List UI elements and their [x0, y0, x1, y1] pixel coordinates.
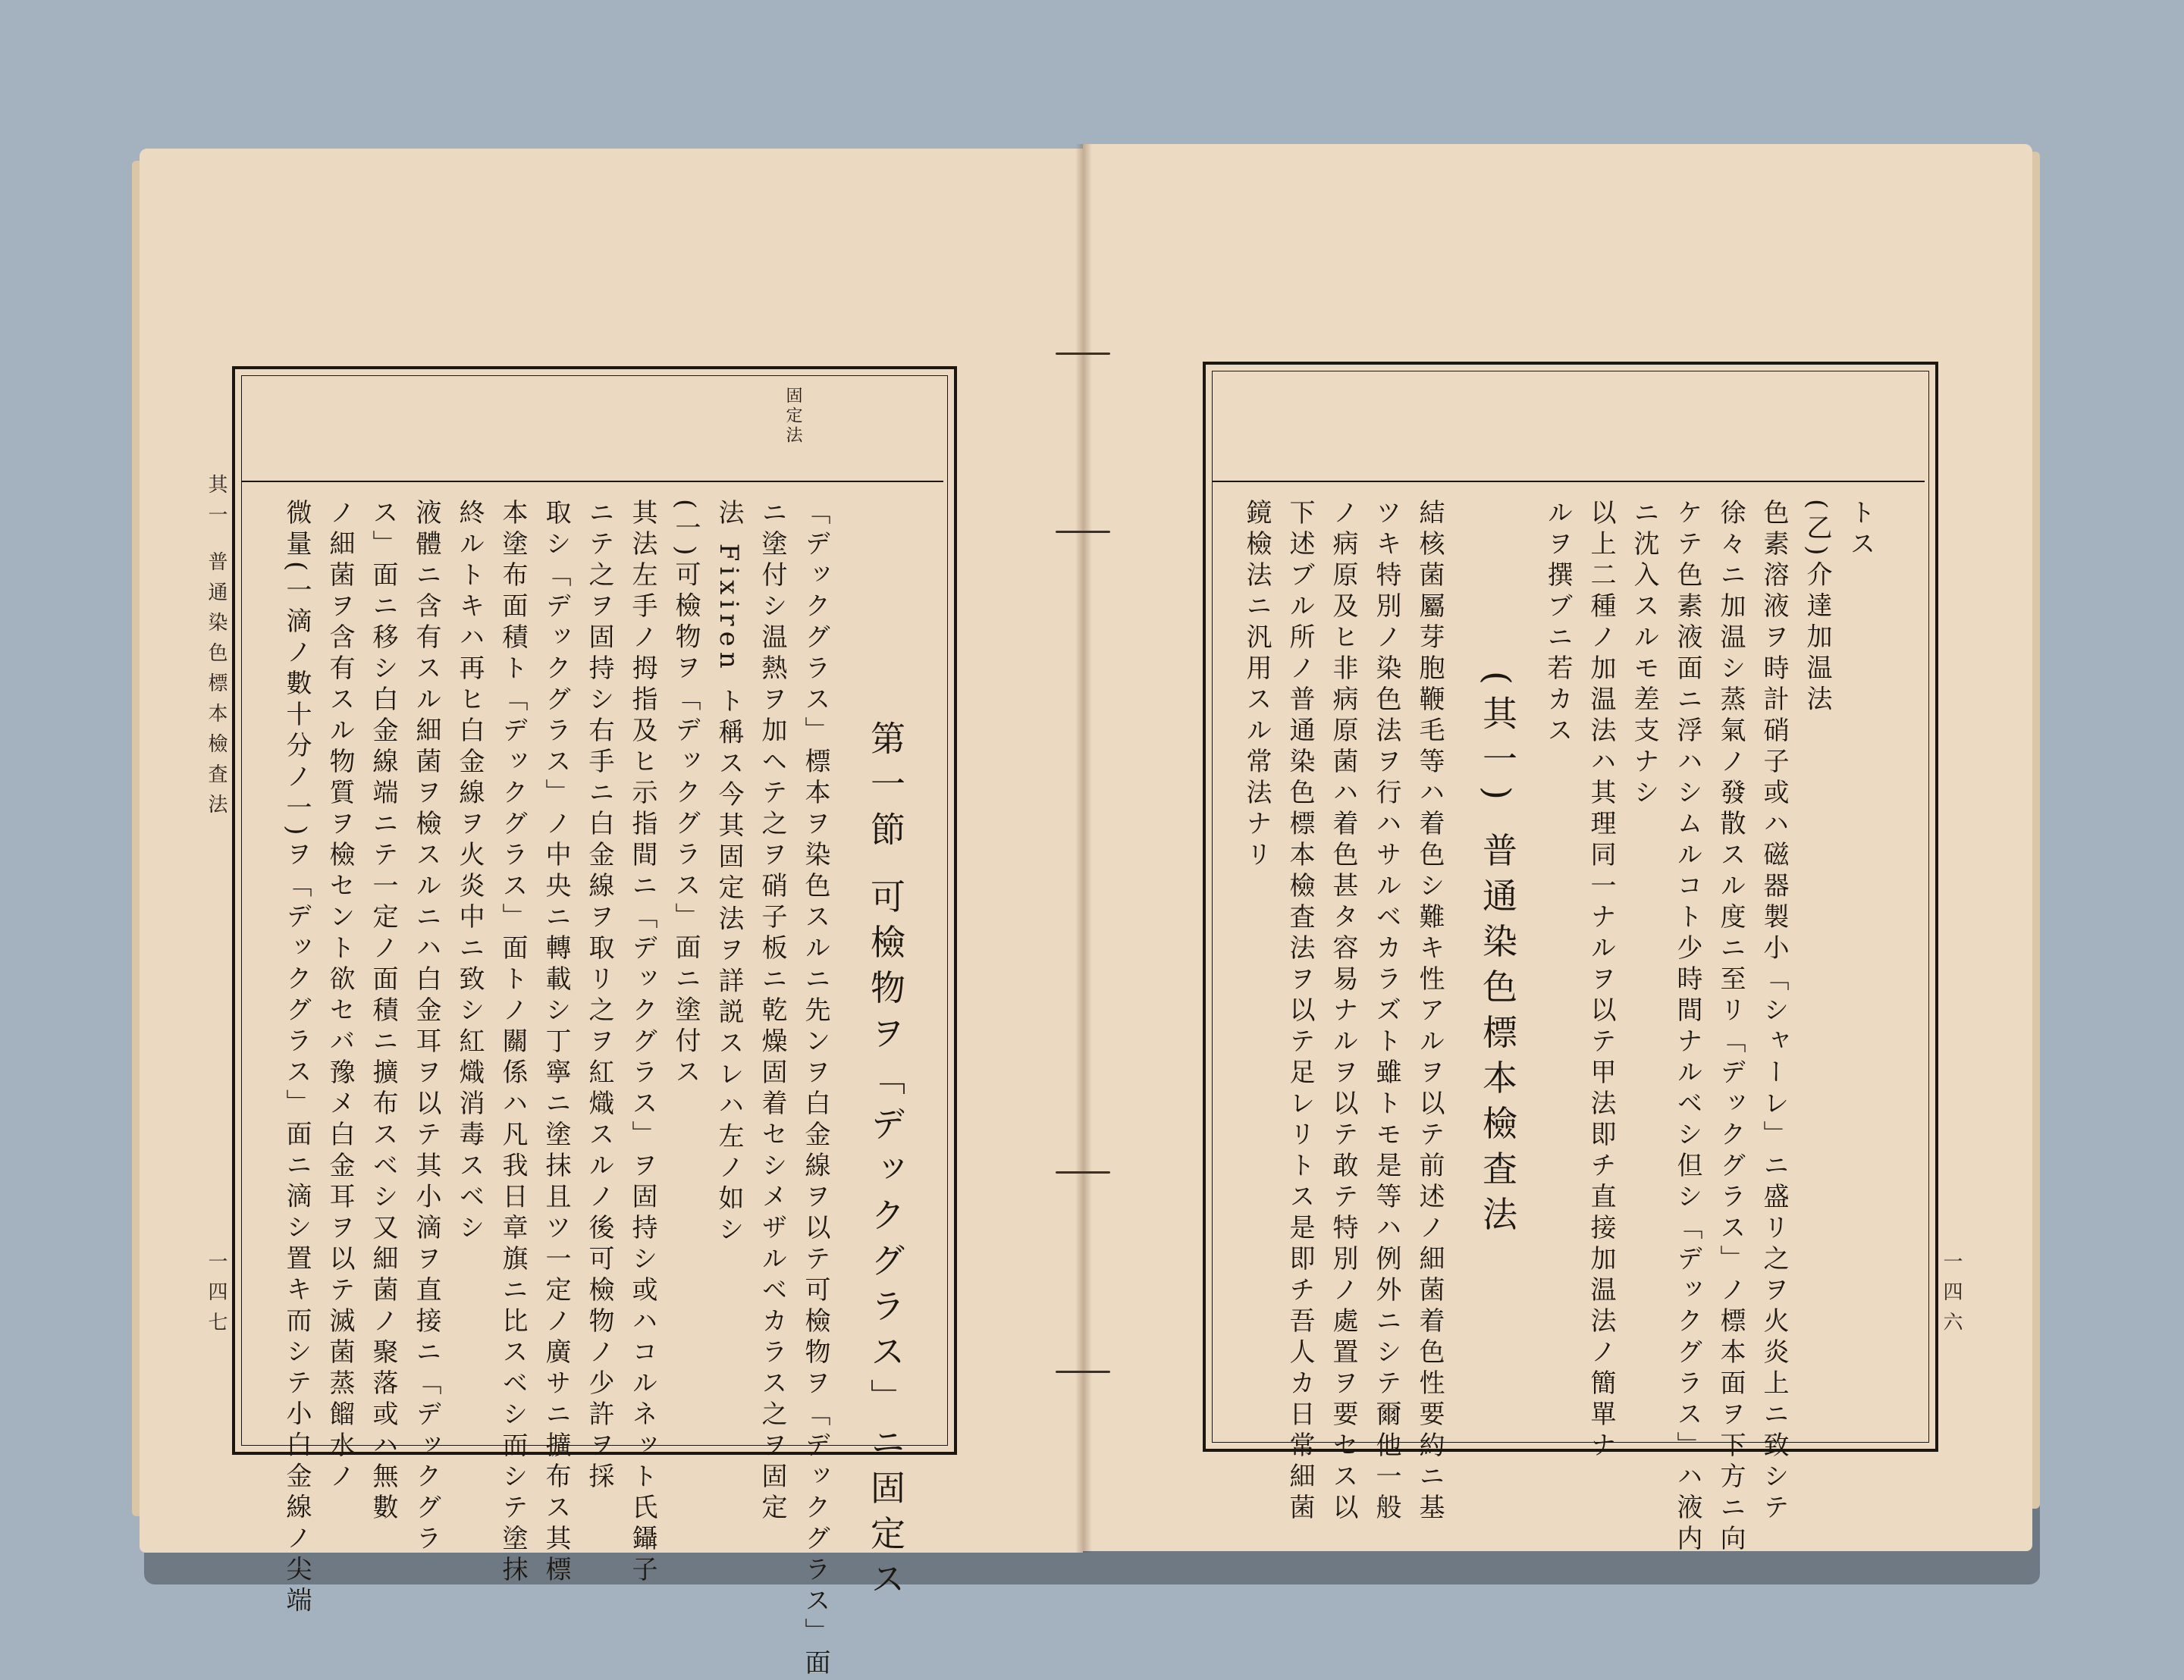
section-heading: (其一) 普通染色標本檢査法: [1477, 671, 1518, 1242]
text-column: 其法左手ノ拇指及ヒ示指間ニ「デックグラス」ヲ固持シ或ハコルネット氏鑷子: [627, 499, 657, 1587]
text-column: ケテ色素液面ニ浮ハシムルコト少時間ナルベシ但シ「デックグラス」ハ液内: [1672, 499, 1702, 1556]
text-column: 下述ブル所ノ普通染色標本檢査法ヲ以テ足レリトス是即チ吾人カ日常細菌: [1285, 499, 1315, 1525]
text-column: ノ細菌ヲ含有スル物質ヲ檢セント欲セバ豫メ白金耳ヲ以テ滅菌蒸餾水ノ: [325, 499, 355, 1494]
header-label-fixation: 固定法: [783, 387, 802, 446]
binding-stitch: [1056, 353, 1110, 355]
text-column: 結核菌屬芽胞鞭毛等ハ着色シ難キ性アルヲ以テ前述ノ細菌着色性要約ニ基: [1414, 499, 1445, 1525]
text-column: ツキ特別ノ染色法ヲ行ハサルベカラズト雖トモ是等ハ例外ニシテ爾他一般: [1371, 499, 1401, 1525]
text-column: 鏡檢法ニ汎用スル常法ナリ: [1241, 499, 1272, 872]
text-column: ルヲ撰ブニ若カス: [1542, 499, 1573, 748]
running-title: 其一 普通染色標本檢査法: [205, 474, 228, 825]
binding-stitch: [1056, 1171, 1110, 1174]
text-column: ニ沈入スルモ差支ナシ: [1629, 499, 1659, 810]
text-column: 以上二種ノ加温法ハ其理同一ナルヲ以テ甲法即チ直接加温法ノ簡單ナ: [1586, 499, 1616, 1462]
text-column: トス: [1845, 499, 1875, 561]
text-column: 本塗布面積ト「デックグラス」面トノ關係ハ凡我日章旗ニ比スベシ而シテ塗抹: [497, 499, 528, 1587]
header-rule: [1212, 481, 1925, 482]
text-column: 取シ「デックグラス」ノ中央ニ轉載シ丁寧ニ塗抹且ツ一定ノ廣サニ擴布ス其標: [541, 499, 571, 1587]
text-column: (一)可檢物ヲ「デックグラス」面ニ塗付ス: [670, 499, 701, 1089]
text-column: ニテ之ヲ固持シ右手ニ白金線ヲ取リ之ヲ紅熾スルノ後可檢物ノ少許ヲ採: [584, 499, 614, 1494]
page-number-right: 一四六: [1940, 1251, 1963, 1342]
text-column: 法 Fixiren ト稱ス今其固定法ヲ詳説スレハ左ノ如シ: [714, 499, 744, 1247]
text-column: 徐々ニ加温シ蒸氣ノ發散スル度ニ至リ「デックグラス」ノ標本面ヲ下方ニ向: [1715, 499, 1746, 1556]
text-column: 終ルトキハ再ヒ白金線ヲ火炎中ニ致シ紅熾消毒スベシ: [454, 499, 485, 1245]
text-column: 液體ニ含有スル細菌ヲ檢スルニハ白金耳ヲ以テ其小滴ヲ直接ニ「デックグラ: [411, 499, 441, 1556]
text-column: 微量(一滴ノ數十分ノ一)ヲ「デックグラス」面ニ滴シ置キ而シテ小白金線ノ尖端: [281, 499, 312, 1618]
text-column: ニ塗付シ温熱ヲ加ヘテ之ヲ硝子板ニ乾燥固着セシメザルベカラス之ヲ固定: [757, 499, 787, 1525]
page-number-left: 一四七: [205, 1251, 228, 1342]
section-heading: 第一節 可檢物ヲ「デックグラス」ニ固定ス: [865, 720, 906, 1606]
text-column: 色素溶液ヲ時計硝子或ハ磁器製小「シャーレ」ニ盛リ之ヲ火炎上ニ致シテ: [1759, 499, 1789, 1525]
binding-stitch: [1056, 531, 1110, 533]
header-rule: [241, 481, 943, 482]
text-column: ス」面ニ移シ白金線端ニテ一定ノ面積ニ擴布スベシ又細菌ノ聚落或ハ無數: [368, 499, 398, 1525]
text-column: (乙)介達加温法: [1802, 499, 1832, 716]
text-column: ノ病原及ヒ非病原菌ハ着色甚タ容易ナルヲ以テ敢テ特別ノ處置ヲ要セス以: [1328, 499, 1358, 1525]
binding-stitch: [1056, 1371, 1110, 1373]
text-column: 「デックグラス」標本ヲ染色スルニ先ンヲ白金線ヲ以テ可檢物ヲ「デックグラス」面: [800, 499, 830, 1680]
book-gutter: [1075, 144, 1092, 1553]
